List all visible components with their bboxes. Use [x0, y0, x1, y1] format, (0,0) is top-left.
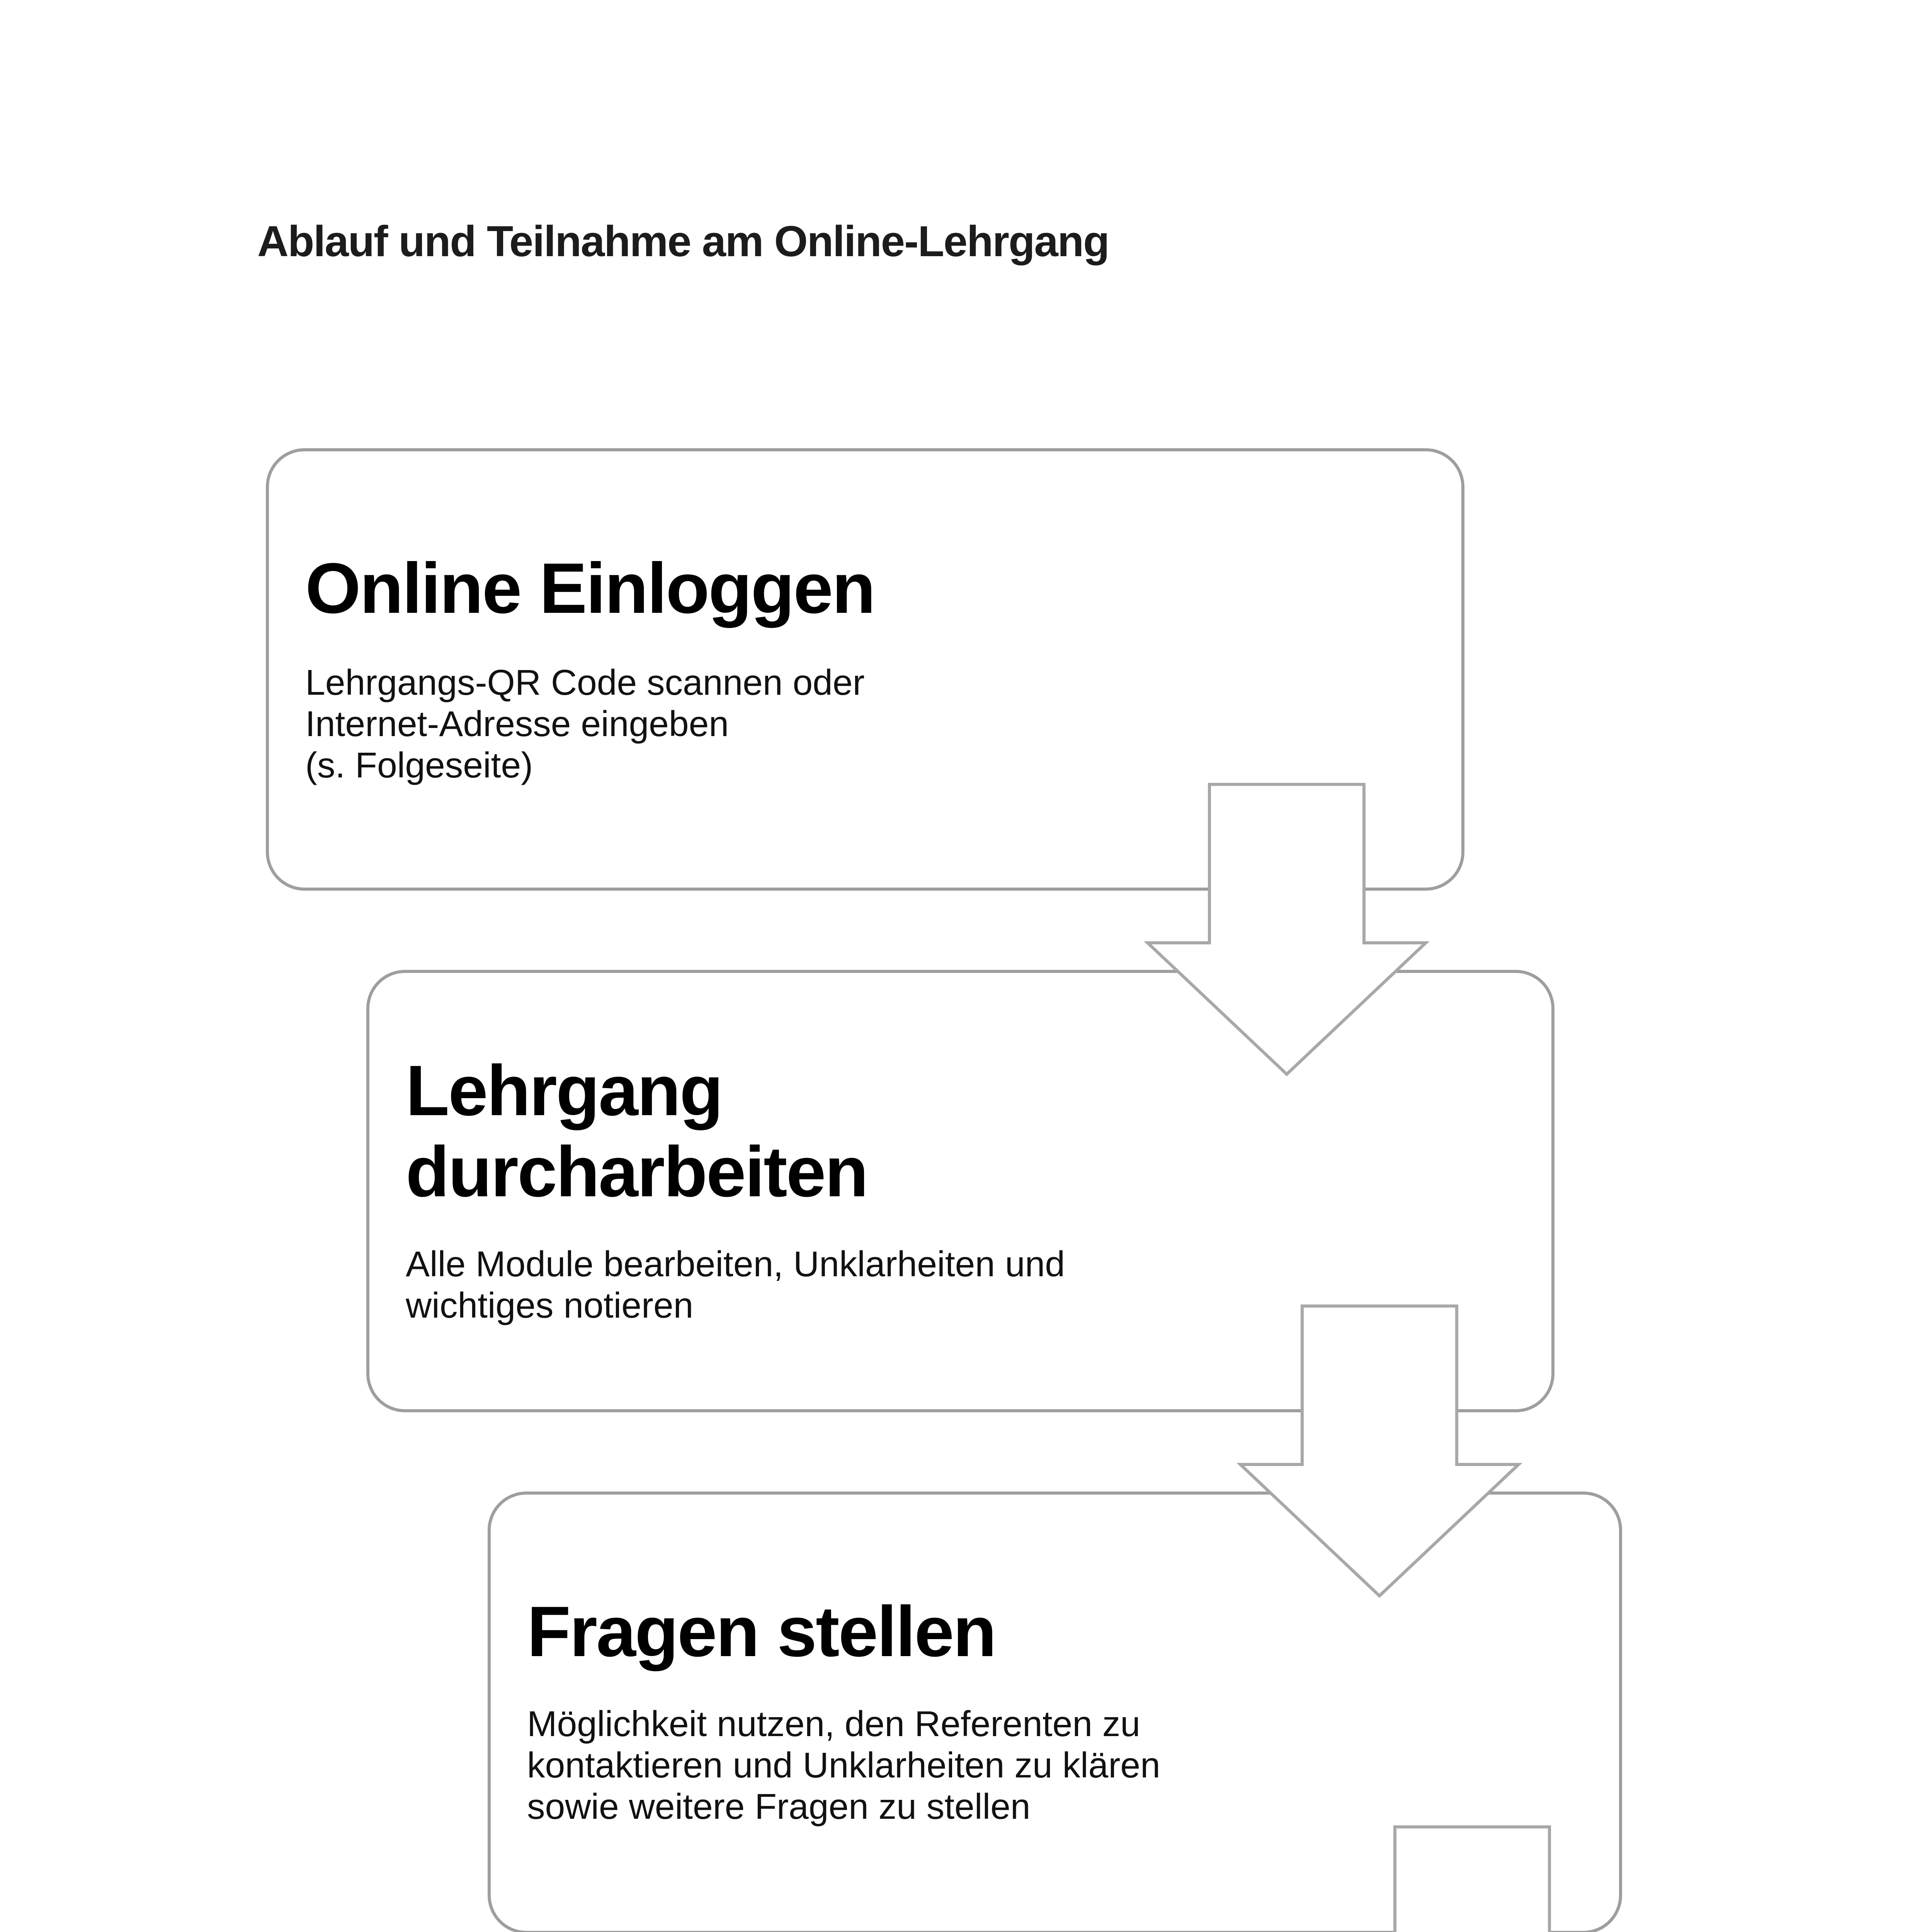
step-title-line: Lehrgang	[406, 1051, 722, 1131]
step-title-line: Fragen stellen	[527, 1592, 996, 1672]
step-description-line: sowie weitere Fragen zu stellen	[527, 1786, 1031, 1827]
step-description-line: Internet-Adresse eingeben	[305, 704, 729, 744]
arrow-down-icon	[1140, 781, 1434, 1082]
step-description	[527, 1703, 1160, 1827]
step-title	[527, 1591, 995, 1672]
step-title-line: Online Einloggen	[305, 549, 875, 628]
step-title-line: durcharbeiten	[406, 1132, 867, 1212]
step-description	[406, 1243, 1065, 1326]
arrow-down-icon	[1325, 1823, 1619, 1932]
step-description	[305, 662, 865, 786]
step-title	[406, 1050, 867, 1213]
step-description-line: (s. Folgeseite)	[305, 745, 533, 785]
step-description-line: Lehrgangs-QR Code scannen oder	[305, 662, 865, 702]
step-description-line: wichtiges notieren	[406, 1285, 694, 1325]
step-description-line: kontaktieren und Unklarheiten zu klären	[527, 1745, 1160, 1785]
step-description-line: Alle Module bearbeiten, Unklarheiten und	[406, 1244, 1065, 1284]
step-description-line: Möglichkeit nutzen, den Referenten zu	[527, 1704, 1141, 1744]
page-title: Ablauf und Teilnahme am Online-Lehrgang	[257, 217, 1109, 265]
step-title	[305, 548, 874, 629]
arrow-down-icon	[1233, 1302, 1526, 1604]
